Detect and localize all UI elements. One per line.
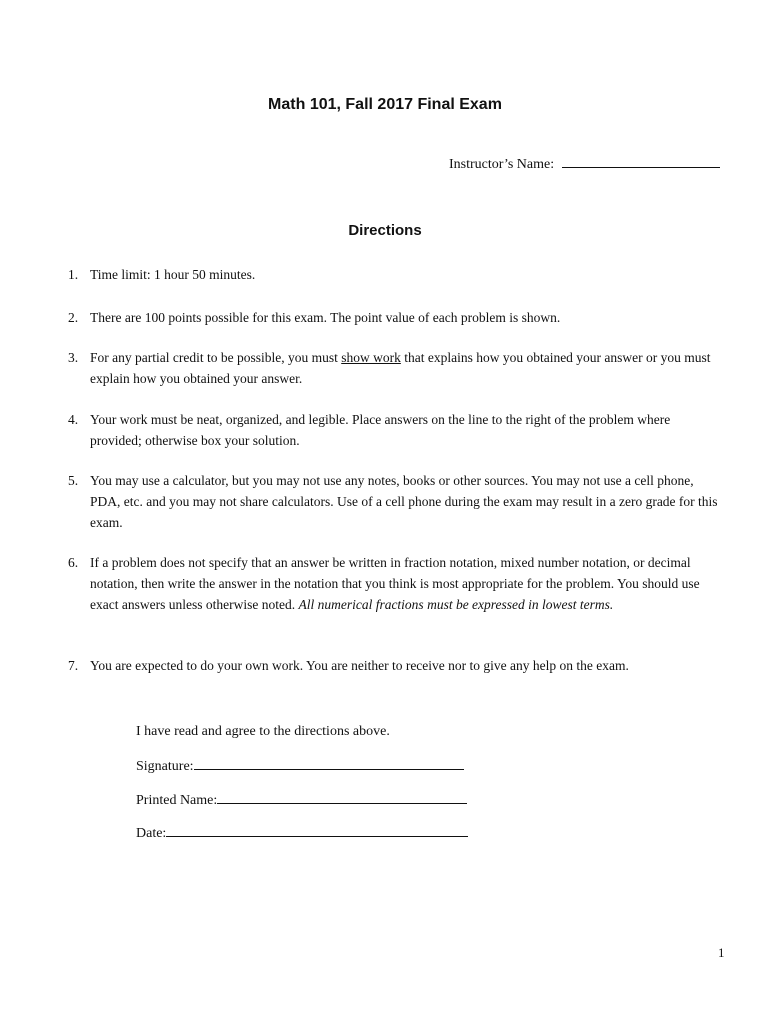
direction-text: Your work must be neat, organized, and legible. Place answers on the line to the right of the problem where provided; otherwise box your solution. (90, 412, 671, 448)
instructor-name-line[interactable] (562, 155, 720, 168)
signature-field (136, 757, 464, 775)
direction-number: 3. (68, 350, 79, 365)
instructor-name-label: Instructor’s Name: (449, 157, 555, 172)
direction-text (90, 552, 718, 615)
show-work-emphasis: show work (341, 350, 401, 365)
agreement-statement: I have read and agree to the directions above. (136, 724, 390, 739)
direction-number: 1. (68, 267, 79, 282)
direction-text: There are 100 points possible for this exam. The point value of each problem is shown. (90, 310, 561, 325)
date-field (136, 824, 468, 842)
direction-text-part: If a problem does not specify that an answer be written in fraction notation, mixed number notation, or decimal notation, then write the answer in the notation that you think is most appropriate for the problem. You should use exact answers unless otherwise noted. (90, 555, 700, 612)
printed-name-line[interactable] (217, 791, 467, 804)
printed-name-label: Printed Name: (136, 793, 218, 808)
date-line[interactable] (166, 824, 468, 837)
direction-text-part: that explains how you obtained your answer or you must explain how you obtained your answer. (90, 350, 711, 386)
directions-heading: Directions (348, 222, 422, 239)
exam-title: Math 101, Fall 2017 Final Exam (268, 96, 502, 113)
direction-number: 2. (68, 310, 79, 325)
instructor-name-field (449, 155, 720, 173)
signature-line[interactable] (194, 757, 464, 770)
lowest-terms-emphasis: All numerical fractions must be expressed in lowest terms. (298, 597, 614, 612)
direction-text: You may use a calculator, but you may not use any notes, books or other sources. You may not use a cell phone, PDA, etc. and you may not share calculators. Use of a cell phone during the exam may result in a zero grade for this exam. (90, 473, 718, 530)
direction-number: 7. (68, 658, 79, 673)
direction-number: 5. (68, 473, 79, 488)
direction-text (90, 347, 718, 389)
direction-text: Time limit: 1 hour 50 minutes. (90, 267, 256, 282)
direction-text: You are expected to do your own work. You are neither to receive nor to give any help on the exam. (90, 658, 629, 673)
date-label: Date: (136, 826, 167, 841)
page-number: 1 (718, 945, 725, 960)
direction-text-part: For any partial credit to be possible, you must (90, 350, 342, 365)
printed-name-field (136, 791, 467, 809)
direction-number: 4. (68, 412, 79, 427)
signature-label: Signature: (136, 759, 194, 774)
direction-number: 6. (68, 555, 79, 570)
